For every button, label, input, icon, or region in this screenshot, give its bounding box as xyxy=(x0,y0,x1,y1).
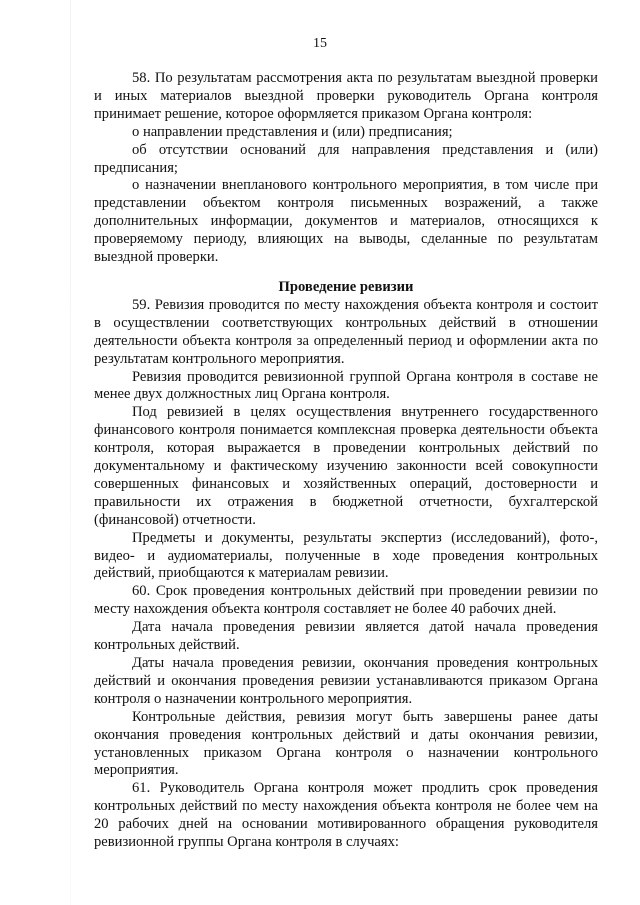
scan-edge-line xyxy=(70,0,71,905)
paragraph-audit-materials: Предметы и документы, результаты экспертиз (исследований), фото-, видео- и аудиоматериалы, полученные в ходе проведения контрольных действий, приобщаются к материалам ревизии. xyxy=(94,529,598,582)
page-number: 15 xyxy=(313,36,327,51)
paragraph-audit-definition: Под ревизией в целях осуществления внутреннего государственного финансового контроля понимается комплексная проверка деятельности объекта контроля, которая выражается в проведении контрольных действий по документальному и фактическому изучению законности всей совокупности совершенных финансовых и хозяйственных операций, достоверности и правильности их отражения в бюджетной отчетности, бухгалтерской (финансовой) отчетности. xyxy=(94,404,598,528)
paragraph-dates-order: Даты начала проведения ревизии, окончания проведения контрольных действий и окончания проведения ревизии устанавливаются приказом Органа контроля о назначении контрольного мероприятия. xyxy=(94,655,598,707)
paragraph-59: 59. Ревизия проводится по месту нахождения объекта контроля и состоит в осуществлении соответствующих контрольных действий в отношении деятельности объекта контроля за определенный период и оформлении акта по результатам контрольного мероприятия. xyxy=(94,296,598,367)
section-heading: Проведение ревизии xyxy=(278,278,414,295)
paragraph-option-no-grounds: об отсутствии оснований для направления представления и (или) предписания; xyxy=(94,141,598,176)
paragraph-audit-group: Ревизия проводится ревизионной группой Органа контроля в составе не менее двух должностных лиц Органа контроля. xyxy=(94,368,598,403)
paragraph-option-unscheduled: о назначении внепланового контрольного мероприятия, в том числе при представлении объектом контроля письменных возражений, а также дополнительных информации, документов и материалов, относящихся к проверяемому периоду, влияющих на выводы, сделанные по результатам выездной проверки. xyxy=(94,177,598,266)
paragraph-option-representation: о направлении представления и (или) предписания; xyxy=(132,123,453,140)
paragraph-early-completion: Контрольные действия, ревизия могут быть завершены ранее даты окончания проведения контрольных действий и даты окончания ревизии, установленных приказом Органа контроля о назначении контрольного мероприятия. xyxy=(94,708,598,779)
paragraph-61: 61. Руководитель Органа контроля может продлить срок проведения контрольных действий по месту нахождения объекта контроля не более чем на 20 рабочих дней на основании мотивированного обращения руководителя ревизионной группы Органа контроля в случаях: xyxy=(94,780,598,851)
paragraph-start-date: Дата начала проведения ревизии является датой начала проведения контрольных действий. xyxy=(94,619,598,654)
paragraph-58: 58. По результатам рассмотрения акта по результатам выездной проверки и иных материалов выездной проверки руководитель Органа контроля принимает решение, которое оформляется приказом Органа контроля: xyxy=(94,70,598,122)
document-body xyxy=(94,70,598,852)
paragraph-60: 60. Срок проведения контрольных действий при проведении ревизии по месту нахождения объекта контроля составляет не более 40 рабочих дней. xyxy=(94,583,598,618)
